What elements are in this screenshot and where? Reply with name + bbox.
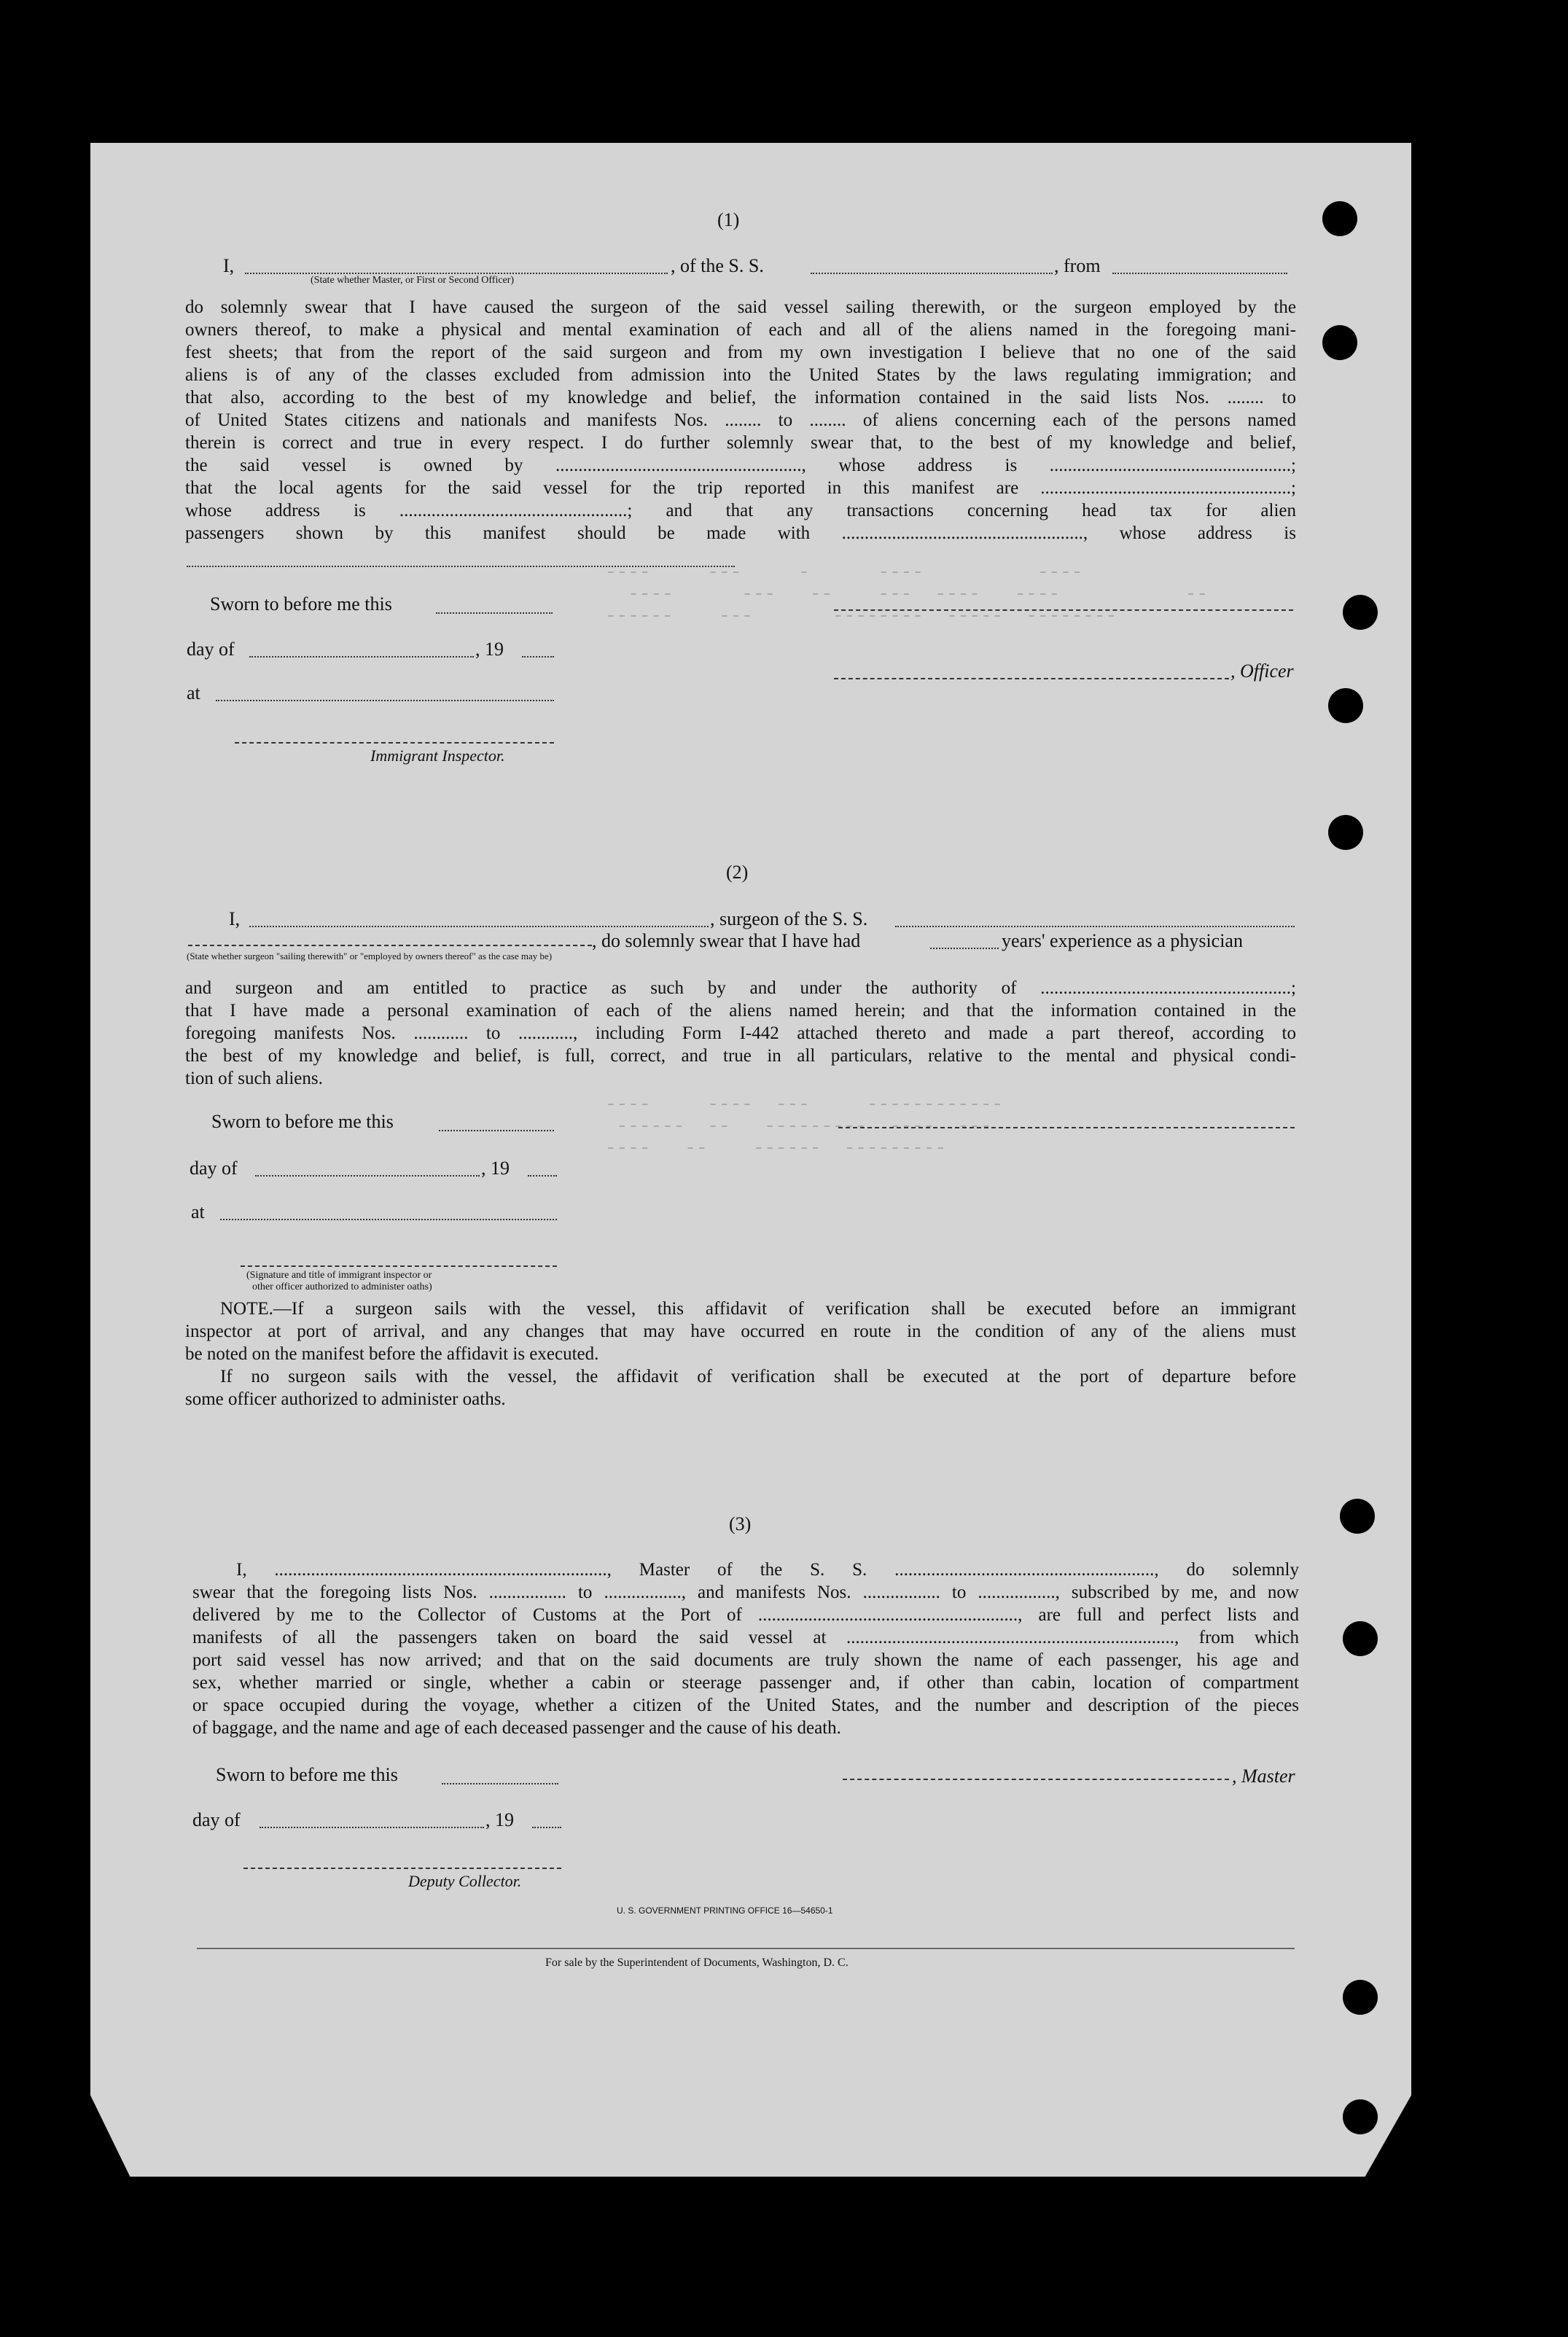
authorized-officer-signature-line[interactable] <box>241 1265 557 1267</box>
year-field-2[interactable] <box>528 1175 557 1177</box>
sworn-label-3: Sworn to before me this <box>216 1764 398 1785</box>
day-of-label-1: day of <box>187 639 235 660</box>
officer-rank-caption: (State whether Master, or First or Second Officer) <box>311 275 515 286</box>
head-tax-address-field[interactable] <box>187 566 735 567</box>
oath-1-start: I, <box>223 255 235 276</box>
section-2-header: (2) <box>726 862 749 883</box>
binder-hole <box>1328 815 1363 850</box>
master-label: , Master <box>1232 1766 1295 1787</box>
binder-hole <box>1322 325 1357 360</box>
day-of-label-2: day of <box>190 1158 238 1179</box>
sworn-date-field-1[interactable] <box>436 612 553 614</box>
oath-2-surgeon-label: , surgeon of the S. S. <box>710 908 868 929</box>
surgeon-status-line[interactable] <box>188 945 592 946</box>
officer-label: , Officer <box>1230 660 1294 682</box>
sworn-date-field-3[interactable] <box>442 1783 558 1784</box>
binder-hole <box>1340 1499 1375 1534</box>
oath-2-experience-label-a: , do solemnly swear that I have had <box>592 930 861 951</box>
sworn-date-field-2[interactable] <box>439 1130 554 1131</box>
oath-2-start: I, <box>229 908 241 929</box>
day-of-label-3: day of <box>192 1809 241 1830</box>
bleed-through-texture: ---- ---- --- ------------ ------ -- --------- ---- --- ---- -- ------ --------- <box>605 1093 1004 1159</box>
at-place-field-1[interactable] <box>216 700 554 701</box>
officer-signature-line-1[interactable] <box>834 609 1293 611</box>
officer-rank-field[interactable] <box>245 273 668 274</box>
binder-hole <box>1343 2099 1378 2134</box>
binder-hole <box>1328 688 1363 723</box>
binder-hole <box>1343 1621 1378 1656</box>
binder-hole <box>1343 595 1378 630</box>
surgeon-status-caption: (State whether surgeon "sailing therewith" or "employed by owners thereof" as the case may be) <box>187 951 553 961</box>
affidavit-note: NOTE.—If a surgeon sails with the vessel, this affidavit of verification shall be executed before an immigrant inspector at port of arrival, and any changes that may have occurred en route in the condition of any of the aliens must be noted on the manifest before the affidavit is executed. If no surgeon sails with the vessel, the affidavit of verification shall be executed at the port of departure before some officer authorized to administer oaths. <box>185 1299 1296 1409</box>
signature-caption-line-2: other officer authorized to administer oaths) <box>252 1281 432 1292</box>
vessel-name-field-1[interactable] <box>811 273 1053 274</box>
footer-rule <box>197 1948 1295 1949</box>
oath-2-experience-label-b: years' experience as a physician <box>1002 930 1243 951</box>
section-1-body: do solemnly swear that I have caused the surgeon of the said vessel sailing therewith, or the surgeon employed by the owners thereof, to make a physical and mental examination of each and all of the aliens named in the foregoing mani- fest sheets; that from the report of the said surgeon and from my own investigation I believe that no one of the said aliens is of any of the classes excluded from admission into the United States by the laws regulating immigration; and that also, according to the best of my knowledge and belief, the information contained in the said lists Nos. ........ to of United States citizens and nationals and manifests Nos. ........ to ........ of aliens concerning each of the persons named therein is correct and true in every respect. I do further solemnly swear that, to the best of my knowledge and belief, the said vessel is owned by ......................................................, whose address is .....................................................; that the local agents for the said vessel for the trip reported in this manifest are .......................................................; whose address is ..................................................; and that any transactions concerning head tax for alien passengers shown by this manifest should be made with ....................................................., whose address is <box>185 297 1296 543</box>
sworn-label-2: Sworn to before me this <box>211 1111 394 1132</box>
inspector-signature-line[interactable] <box>235 742 554 744</box>
year-field-1[interactable] <box>522 656 554 658</box>
section-2-body: and surgeon and am entitled to practice as such by and under the authority of .......................................................; that I have made a personal examination of each of the aliens named herein; and that the information contained in the foregoing manifests Nos. ............ to ............, including Form I-442 attached thereto and made a part thereof, according to the best of my knowledge and belief, is full, correct, and true in all particulars, relative to the mental and physical condi- tion of such aliens. <box>185 978 1296 1088</box>
day-month-field-2[interactable] <box>255 1175 480 1177</box>
section-3-body: I, ........................................................................., Master of the S. S. ........................................................., do solemnly swear that the foregoing lists Nos. ................. to ................., and manifests Nos. ................. to ................., subscribed by me, and now delivered by me to the Collector of Customs at the Port of ........................................................., are full and perfect lists and manifests of all the passengers taken on board the said vessel at ........................................................................, from which port said vessel has now arrived; and that on the said documents are truly shown the name of each passenger, his age and sex, whether married or single, whether a cabin or steerage passenger and, if other than cabin, location of compartment or space occupied during the voyage, whether a citizen of the United States, and the number and description of the pieces of baggage, and the name and age of each deceased passenger and the cause of his death. <box>192 1560 1299 1738</box>
oath-1-vessel-label: , of the S. S. <box>671 255 764 276</box>
day-month-field-1[interactable] <box>249 656 474 658</box>
collector-signature-line[interactable] <box>243 1868 561 1869</box>
officer-signature-line-2[interactable] <box>834 678 1229 679</box>
at-label-2: at <box>191 1201 205 1222</box>
at-place-field-2[interactable] <box>220 1219 557 1220</box>
sworn-label-1: Sworn to before me this <box>210 593 392 615</box>
oath-1-from-label: , from <box>1054 255 1101 276</box>
master-signature-line[interactable] <box>843 1779 1229 1780</box>
year-label-1: , 19 <box>475 639 504 660</box>
day-month-field-3[interactable] <box>260 1827 484 1828</box>
years-experience-field[interactable] <box>930 948 999 949</box>
sale-notice: For sale by the Superintendent of Documents, Washington, D. C. <box>545 1956 849 1969</box>
year-field-3[interactable] <box>532 1827 561 1828</box>
year-label-2: , 19 <box>481 1158 510 1179</box>
signature-caption-line-1: (Signature and title of immigrant inspector or <box>246 1270 432 1281</box>
surgeon-name-field[interactable] <box>249 926 709 927</box>
at-label-1: at <box>187 682 200 703</box>
departure-port-field-1[interactable] <box>1112 273 1287 274</box>
year-label-3: , 19 <box>485 1809 514 1830</box>
vessel-name-field-2[interactable] <box>895 926 1295 927</box>
binder-hole <box>1322 201 1357 236</box>
printing-office-imprint: U. S. GOVERNMENT PRINTING OFFICE 16—54650-1 <box>617 1905 833 1916</box>
surgeon-signature-line[interactable] <box>838 1127 1295 1128</box>
section-1-header: (1) <box>717 209 740 230</box>
deputy-collector-label: Deputy Collector. <box>408 1872 522 1890</box>
bleed-through-texture: ---- --- - ---- ---- ---- --- -- --- ---- ---- -- ------ --- -------- ----- -------- <box>605 561 1208 627</box>
binder-hole <box>1343 1980 1378 2015</box>
section-3-header: (3) <box>729 1513 752 1534</box>
immigrant-inspector-label: Immigrant Inspector. <box>370 746 505 765</box>
